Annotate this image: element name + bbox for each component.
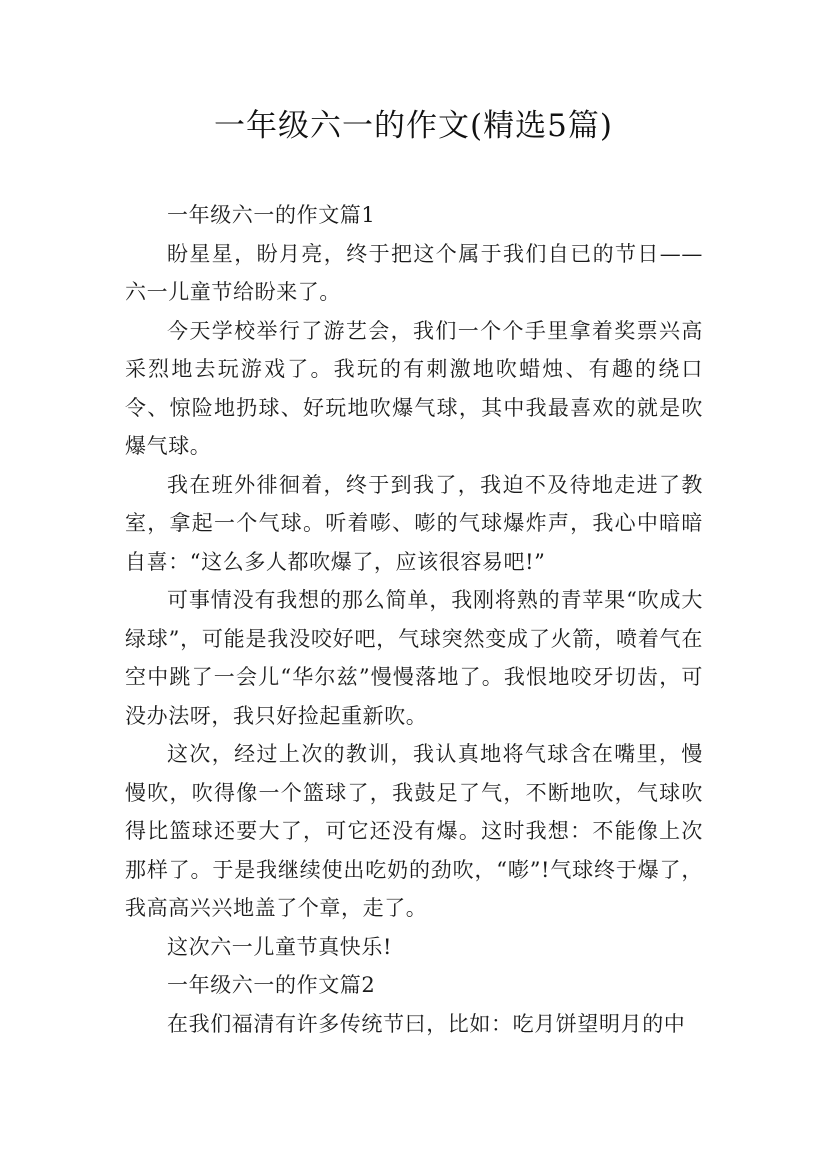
paragraph: 在我们福清有许多传统节曰，比如：吃月饼望明月的中 <box>167 1011 686 1036</box>
document-body <box>125 196 703 1043</box>
document-title: 一年级六一的作文(精选5篇) <box>214 108 613 144</box>
paragraph: 可事情没有我想的那么简单，我刚将熟的青苹果“吹成大绿球”，可能是我没咬好吧，气球突然变成了火箭，喷着气在空中跳了一会儿“华尔兹”慢慢落地了。我恨地咬牙切齿，可没办法呀，我只好捡起重新吹。 <box>125 588 703 728</box>
paragraph: 我在班外徘徊着，终于到我了，我迫不及待地走进了教室，拿起一个气球。听着嘭、嘭的气球爆炸声，我心中暗暗自喜：“这么多人都吹爆了，应该很容易吧!” <box>125 472 703 574</box>
section-heading-2: 一年级六一的作文篇2 <box>167 973 376 997</box>
paragraph: 盼星星，盼月亮，终于把这个属于我们自已的节日——六一儿童节给盼来了。 <box>125 241 703 304</box>
paragraph: 这次，经过上次的教训，我认真地将气球含在嘴里，慢慢吹，吹得像一个篮球了，我鼓足了气，不断地吹，气球吹得比篮球还要大了，可它还没有爆。这时我想：不能像上次那样了。于是我继续使出吃奶的劲吹，“嘭”!气球终于爆了，我高高兴兴地盖了个章，走了。 <box>125 742 703 920</box>
section-heading-1: 一年级六一的作文篇1 <box>167 203 376 227</box>
paragraph: 这次六一儿童节真快乐! <box>167 934 393 959</box>
paragraph: 今天学校举行了游艺会，我们一个个手里拿着奖票兴高采烈地去玩游戏了。我玩的有刺激地吹蜡烛、有趣的绕口令、惊险地扔球、好玩地吹爆气球，其中我最喜欢的就是吹爆气球。 <box>125 318 703 458</box>
